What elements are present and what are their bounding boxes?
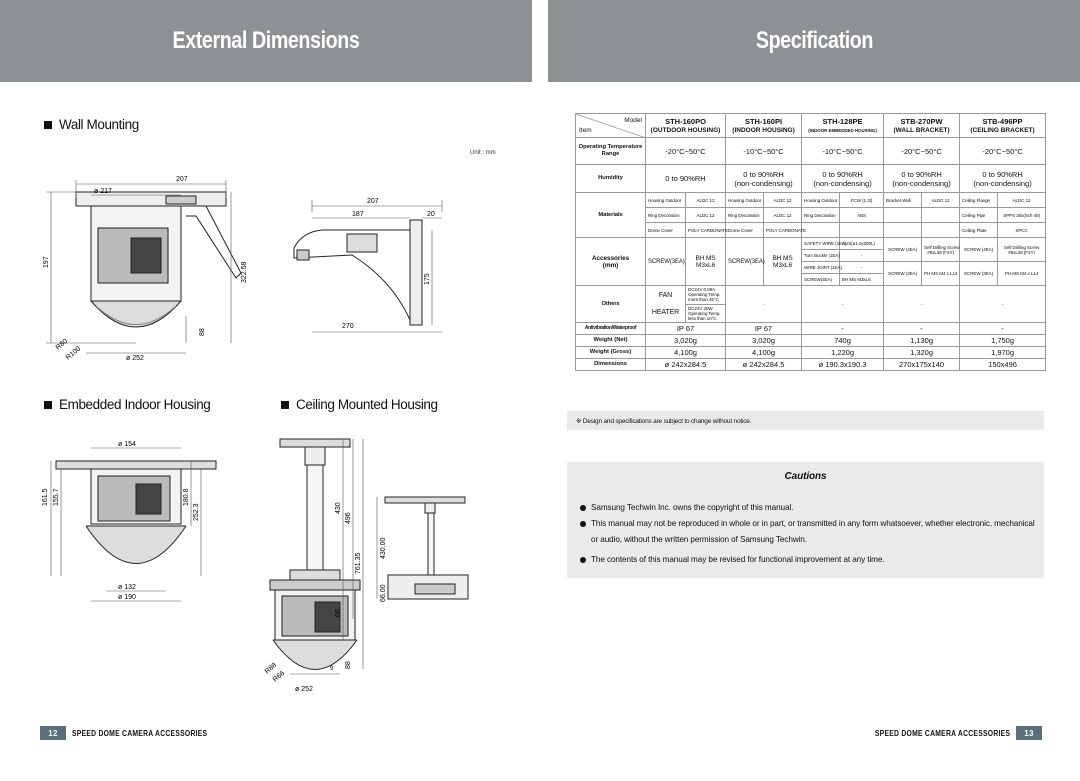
ceiling-housing-title: Ceiling Mounted Housing [281,397,438,412]
accessories-row-1: Accessories (mm) SCREW(3EA) BH MS M3xL6 SCREW(3EA) BH MS M3xL6 SAFETY WIRE (1EA) SUS(ø1.0x200L) SCREW (4EA) Self Drilling Screw #8xL38 (F2Y) SCREW (4EA) Self Drilling Screw #8xL38 (F2Y) [576,238,1046,250]
dim-322: 322.58 [241,261,248,283]
wall-mounting-title: Wall Mounting [44,117,139,132]
dim-p66: 66.00 [380,584,387,602]
dim-cd252: ø 252 [295,686,313,693]
model-item-cell: Model Item [576,114,646,138]
square-bullet-icon [281,401,289,409]
accessories-row-2: Turn Buckle (1EA) - [576,250,1046,262]
dim-d252: ø 252 [126,355,144,362]
footer-left [40,726,231,740]
dim-r80: R80 [54,337,70,352]
dim-155: 155.7 [53,488,60,506]
dim-p430: 430.00 [380,537,387,559]
dim-d190: ø 190 [118,594,136,601]
caution-item: The contents of this manual may be revised for functional improvement at any time. [591,552,1036,568]
specification-header [548,0,1080,82]
caution-item: This manual may not be reproduced in whole or in part, or transmitted in any form whatsoever, whether electronic, mechanical or audio, without the written permission of Samsung Techwin. [591,516,1036,548]
dim-c9: 9 [330,666,334,672]
dim-88: 88 [199,328,206,336]
page-title-left: External Dimensions [172,27,360,54]
dim-207: 207 [176,176,188,183]
humidity-row: Humidity 0 to 90%RH 0 to 90%RH (non-condensing) 0 to 90%RH (non-condensing) 0 to 90%RH (non-condensing) 0 to 90%RH (non-condensing) [576,165,1046,193]
cautions-title: Cautions [784,471,827,482]
footer-text-right: SPEED DOME CAMERA ACCESSORIES [874,728,1010,738]
square-bullet-icon [44,401,52,409]
dim-c66: 66 [335,609,342,617]
footer-right [851,726,1042,740]
page-title-right: Specification [755,27,873,54]
dim-r100: R100 [64,345,83,362]
dim-c430: 430 [335,502,342,514]
dim-cr88: R88 [263,661,279,676]
materials-row-3: Dome Cover POLY CARBONATE Dome Cover POLY CARBONATE Ceiling Plate SPCC [576,223,1046,238]
dimensions-row: Dimensions ø 242x284.5 ø 242x284.5 ø 190.3x190.3 270x175x140 150x496 [576,359,1046,371]
weight-gross-row: Weight (Gross) 4,100g 4,100g 1,220g 1,320g 1,970g [576,347,1046,359]
embedded-housing-drawing [36,436,236,611]
specification-table [575,113,1046,371]
others-row-heater: DC24V 30W Operating Temp. less than 10°C [576,304,1046,323]
external-dimensions-header [0,0,532,82]
wall-bracket-side-drawing [282,190,452,340]
accessories-row-4: SCREW(3EA) BH MS M3xL6 [576,274,1046,286]
waterproof-row: Antivibration/Waterproof IP 67 IP 67 - - - [576,323,1046,335]
unit-label: Unit : mm [470,150,496,156]
ceiling-housing-drawing [255,434,470,694]
dim-d154: ø 154 [118,441,136,448]
dim-252: 252.3 [193,503,200,521]
weight-net-row: Weight (Net) 3,020g 3,020g 740g 1,130g 1,750g [576,335,1046,347]
dim-b187: 187 [352,211,364,218]
dim-d217: ø 217 [94,188,112,195]
model-stb496pp: STB-496PP (CEILING BRACKET) [960,114,1046,138]
temperature-row: Operating Temperature Range -20°C~50°C -10°C~50°C -10°C~50°C -20°C~50°C -20°C~50°C [576,138,1046,165]
page-number-left: 12 [40,726,66,740]
dim-b20: 20 [427,211,435,218]
dim-b270: 270 [342,323,354,330]
wall-mount-front-drawing [36,168,266,368]
dim-cr66: R66 [271,669,287,684]
materials-row-1: Materials Housing Outdoor ALDC 12 Housing Outdoor ALDC 12 Housing Outdoor FCW (1.2t) Bracket Wall ALDC 12 Ceiling Flange ALDC 12 [576,193,1046,208]
model-sth160pi: STH-160PI (INDOOR HOUSING) [726,114,802,138]
dim-180: 180.8 [183,488,190,506]
dim-197: 197 [43,256,50,268]
cautions-box [567,462,1044,578]
model-sth128pe: STH-128PE (INDOOR EMBEDDED HOUSING) [802,114,884,138]
embedded-housing-title: Embedded Indoor Housing [44,397,210,412]
model-sth160po: STH-160PO (OUTDOOR HOUSING) [646,114,726,138]
dim-b175: 175 [424,273,431,285]
dim-b207: 207 [367,198,379,205]
caution-item: Samsung Techwin Inc. owns the copyright of this manual. [591,500,1036,516]
dim-d132: ø 132 [118,584,136,591]
model-stb270pw: STB-270PW (WALL BRACKET) [884,114,960,138]
spec-change-notice: ※ Design and specifications are subject to change without notice. [567,411,1044,430]
model-header-row [576,114,1046,138]
square-bullet-icon [44,121,52,129]
accessories-row-3: WIRE JOINT (1EA) - SCREW (3EA) PH MS M4 x L14 SCREW (3EA) PH MS M4 x L14 [576,262,1046,274]
page-number-right: 13 [1016,726,1042,740]
materials-row-2: Ring Decoration ALDC 12 Ring Decoration ALDC 12 Ring Decoration ABS Ceiling Pipe SPPS 30x(Sch 40) [576,208,1046,223]
dim-161: 161.5 [42,488,49,506]
others-row-fan: Others FAN HEATER DC24V 0.08A Operating Temp. more than 45°C - - - - [576,286,1046,305]
dim-c761: 761.35 [355,552,362,574]
dim-c88: 88 [345,661,352,669]
dim-c496: 496 [345,512,352,524]
footer-text-left: SPEED DOME CAMERA ACCESSORIES [72,728,208,738]
